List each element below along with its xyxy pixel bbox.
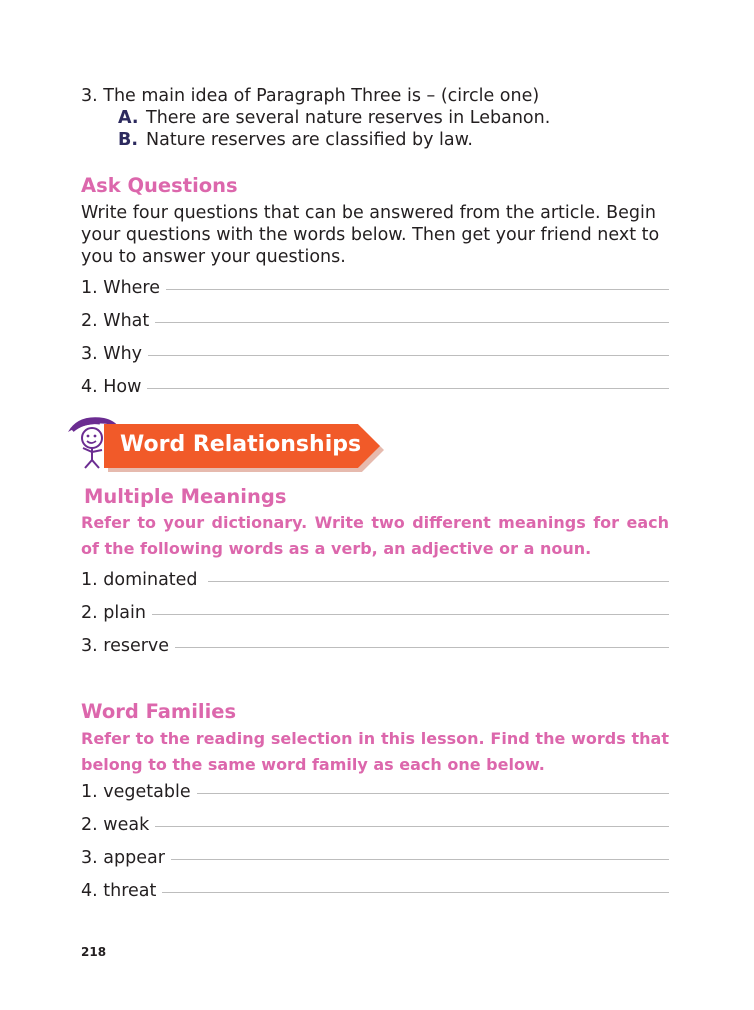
meaning-line-plain[interactable] (81, 603, 669, 627)
option-b-letter: B. (118, 130, 138, 150)
question-line-why[interactable] (81, 344, 669, 368)
answer-line[interactable] (147, 388, 669, 389)
option-a[interactable] (118, 107, 550, 129)
multiple-meanings-instructions: Refer to your dictionary. Write two different meanings for each of the following words as a verb, an adjective or a noun. (81, 513, 669, 558)
question-3-prompt: 3. The main idea of Paragraph Three is – (circle one) (81, 86, 540, 106)
write-line-label: 2. What (81, 311, 150, 331)
answer-line[interactable] (162, 892, 669, 893)
option-a-text: There are several nature reserves in Lebanon. (146, 108, 551, 128)
write-line-label: 3. appear (81, 848, 165, 868)
question-line-what[interactable] (81, 311, 669, 335)
answer-line[interactable] (197, 793, 669, 794)
meaning-line-reserve[interactable] (81, 636, 669, 660)
write-line-label: 2. plain (81, 603, 146, 623)
option-b[interactable] (118, 129, 473, 151)
write-line-label: 1. vegetable (81, 782, 191, 802)
write-line-label: 2. weak (81, 815, 150, 835)
answer-line[interactable] (175, 647, 669, 648)
write-line-label: 4. threat (81, 881, 157, 901)
write-line-label: 1. Where (81, 278, 160, 298)
write-line-label: 1. dominated (81, 570, 198, 590)
word-families-instructions: Refer to the reading selection in this lesson. Find the words that belong to the same word family as each one below. (81, 729, 669, 774)
answer-line[interactable] (152, 614, 669, 615)
multiple-meanings-heading: Multiple Meanings (84, 485, 287, 508)
family-line-appear[interactable] (81, 848, 669, 872)
write-line-label: 3. reserve (81, 636, 170, 656)
answer-line[interactable] (171, 859, 669, 860)
ask-questions-heading: Ask Questions (81, 174, 238, 197)
option-a-letter: A. (118, 108, 139, 128)
word-families-heading: Word Families (81, 700, 237, 723)
answer-line[interactable] (148, 355, 669, 356)
answer-line[interactable] (208, 581, 669, 582)
family-line-threat[interactable] (81, 881, 669, 905)
answer-line[interactable] (166, 289, 669, 290)
write-line-label: 4. How (81, 377, 142, 397)
family-line-weak[interactable] (81, 815, 669, 839)
meaning-line-dominated[interactable] (81, 570, 669, 594)
write-line-label: 3. Why (81, 344, 143, 364)
answer-line[interactable] (155, 826, 669, 827)
page-number: 218 (81, 945, 107, 959)
family-line-vegetable[interactable] (81, 782, 669, 806)
answer-line[interactable] (155, 322, 669, 323)
question-line-where[interactable] (81, 278, 669, 302)
question-line-how[interactable] (81, 377, 669, 401)
option-b-text: Nature reserves are classified by law. (146, 130, 473, 150)
banner-title: Word Relationships (120, 432, 362, 457)
ask-questions-instructions: Write four questions that can be answered from the article. Begin your questions with the words below. Then get your friend next to you to answer your questions. (81, 203, 660, 267)
